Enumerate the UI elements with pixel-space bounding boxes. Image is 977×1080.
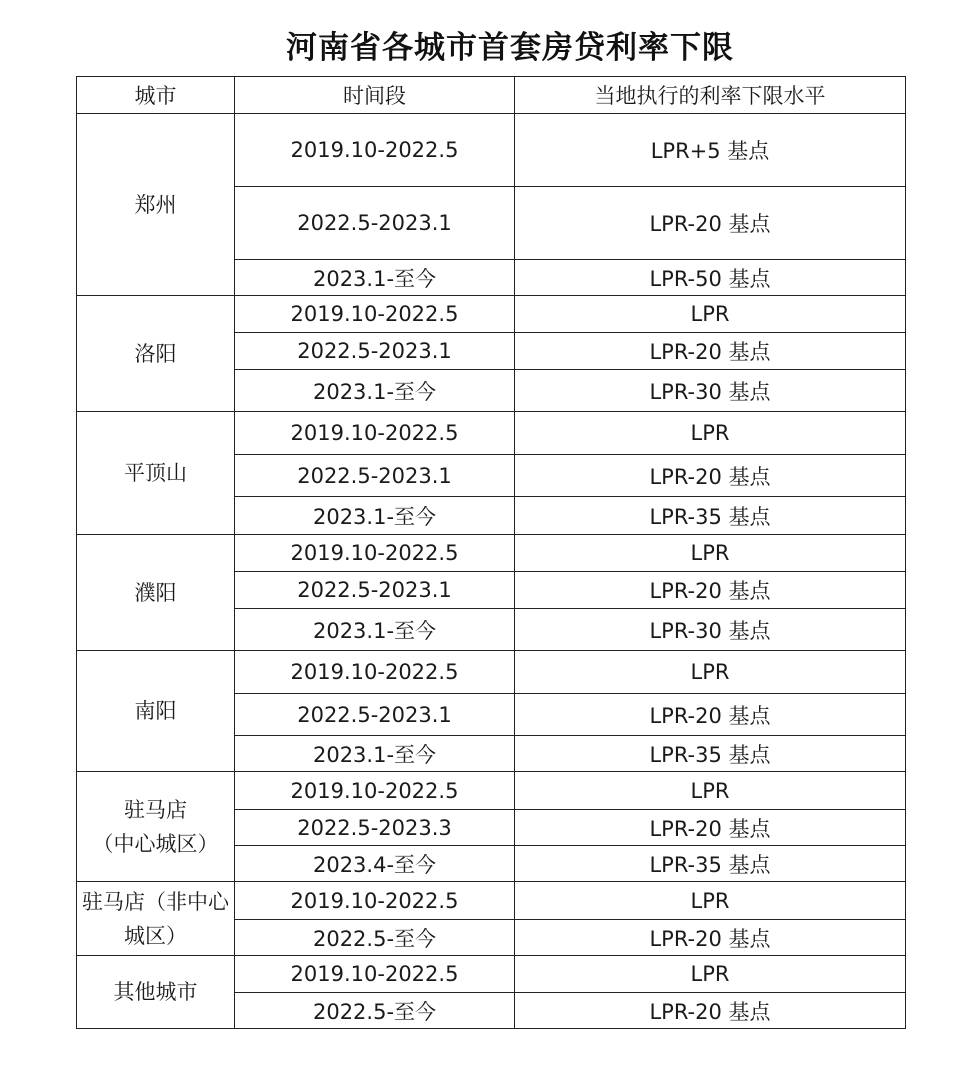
header-city: 城市	[77, 77, 235, 114]
city-name: 其他城市	[113, 980, 198, 1004]
city-cell	[77, 882, 235, 956]
period-cell: 2023.1-至今	[235, 260, 515, 296]
city-name: 城区）	[124, 923, 187, 948]
period-cell: 2023.1-至今	[235, 370, 515, 412]
rate-cell: LPR-30 基点	[515, 609, 906, 651]
period-cell: 2023.1-至今	[235, 497, 515, 535]
rate-cell: LPR	[515, 412, 906, 455]
header-period: 时间段	[235, 77, 515, 114]
city-name: 濮阳	[134, 580, 177, 605]
table-row	[77, 412, 906, 455]
period-cell: 2019.10-2022.5	[235, 412, 515, 455]
period-cell: 2019.10-2022.5	[235, 114, 515, 187]
city-name: 驻马店	[124, 797, 187, 822]
period-cell: 2022.5-2023.1	[235, 572, 515, 609]
table-body	[77, 114, 906, 1029]
period-cell: 2022.5-至今	[235, 993, 515, 1029]
period-cell: 2023.4-至今	[235, 846, 515, 882]
table-row	[77, 296, 906, 333]
rate-cell: LPR	[515, 296, 906, 333]
table-row	[77, 535, 906, 572]
city-cell	[77, 772, 235, 882]
rate-cell: LPR	[515, 882, 906, 920]
rate-cell: LPR-35 基点	[515, 736, 906, 772]
period-cell: 2019.10-2022.5	[235, 772, 515, 810]
period-cell: 2022.5-2023.1	[235, 333, 515, 370]
period-cell: 2022.5-2023.1	[235, 694, 515, 736]
rate-cell: LPR-20 基点	[515, 993, 906, 1029]
page-title: 河南省各城市首套房贷利率下限	[286, 30, 734, 66]
rate-cell: LPR-20 基点	[515, 572, 906, 609]
header-rate: 当地执行的利率下限水平	[515, 77, 906, 114]
rate-cell: LPR	[515, 651, 906, 694]
city-name: 郑州	[134, 192, 177, 217]
period-cell: 2022.5-至今	[235, 920, 515, 956]
rate-cell: LPR-50 基点	[515, 260, 906, 296]
rate-cell: LPR	[515, 956, 906, 993]
period-cell: 2022.5-2023.3	[235, 810, 515, 846]
rate-cell: LPR-20 基点	[515, 920, 906, 956]
period-cell: 2019.10-2022.5	[235, 882, 515, 920]
period-cell: 2019.10-2022.5	[235, 956, 515, 993]
period-cell: 2023.1-至今	[235, 736, 515, 772]
city-name: 平顶山	[124, 461, 187, 485]
period-cell: 2019.10-2022.5	[235, 296, 515, 333]
header-row	[77, 77, 906, 114]
rate-cell: LPR	[515, 772, 906, 810]
city-name: 洛阳	[134, 341, 177, 366]
period-cell: 2023.1-至今	[235, 609, 515, 651]
period-cell: 2022.5-2023.1	[235, 455, 515, 497]
rate-cell: LPR-30 基点	[515, 370, 906, 412]
city-cell	[77, 535, 235, 651]
rate-cell: LPR-20 基点	[515, 187, 906, 260]
period-cell: 2019.10-2022.5	[235, 651, 515, 694]
table-row	[77, 651, 906, 694]
rate-table	[76, 76, 906, 1029]
table-row	[77, 956, 906, 993]
rate-cell: LPR	[515, 535, 906, 572]
rate-cell: LPR-35 基点	[515, 497, 906, 535]
rate-cell: LPR-20 基点	[515, 455, 906, 497]
table-row	[77, 114, 906, 187]
rate-cell: LPR-20 基点	[515, 694, 906, 736]
table-row	[77, 882, 906, 920]
rate-cell: LPR-20 基点	[515, 333, 906, 370]
period-cell: 2019.10-2022.5	[235, 535, 515, 572]
city-cell	[77, 956, 235, 1029]
rate-cell: LPR-20 基点	[515, 810, 906, 846]
city-cell	[77, 296, 235, 412]
city-name: 驻马店（非中心	[82, 889, 229, 914]
city-cell	[77, 412, 235, 535]
city-name: 南阳	[134, 699, 177, 723]
city-name: （中心城区）	[92, 831, 219, 856]
rate-cell: LPR+5 基点	[515, 114, 906, 187]
table-row	[77, 772, 906, 810]
rate-cell: LPR-35 基点	[515, 846, 906, 882]
city-cell	[77, 114, 235, 296]
period-cell: 2022.5-2023.1	[235, 187, 515, 260]
city-cell	[77, 651, 235, 772]
